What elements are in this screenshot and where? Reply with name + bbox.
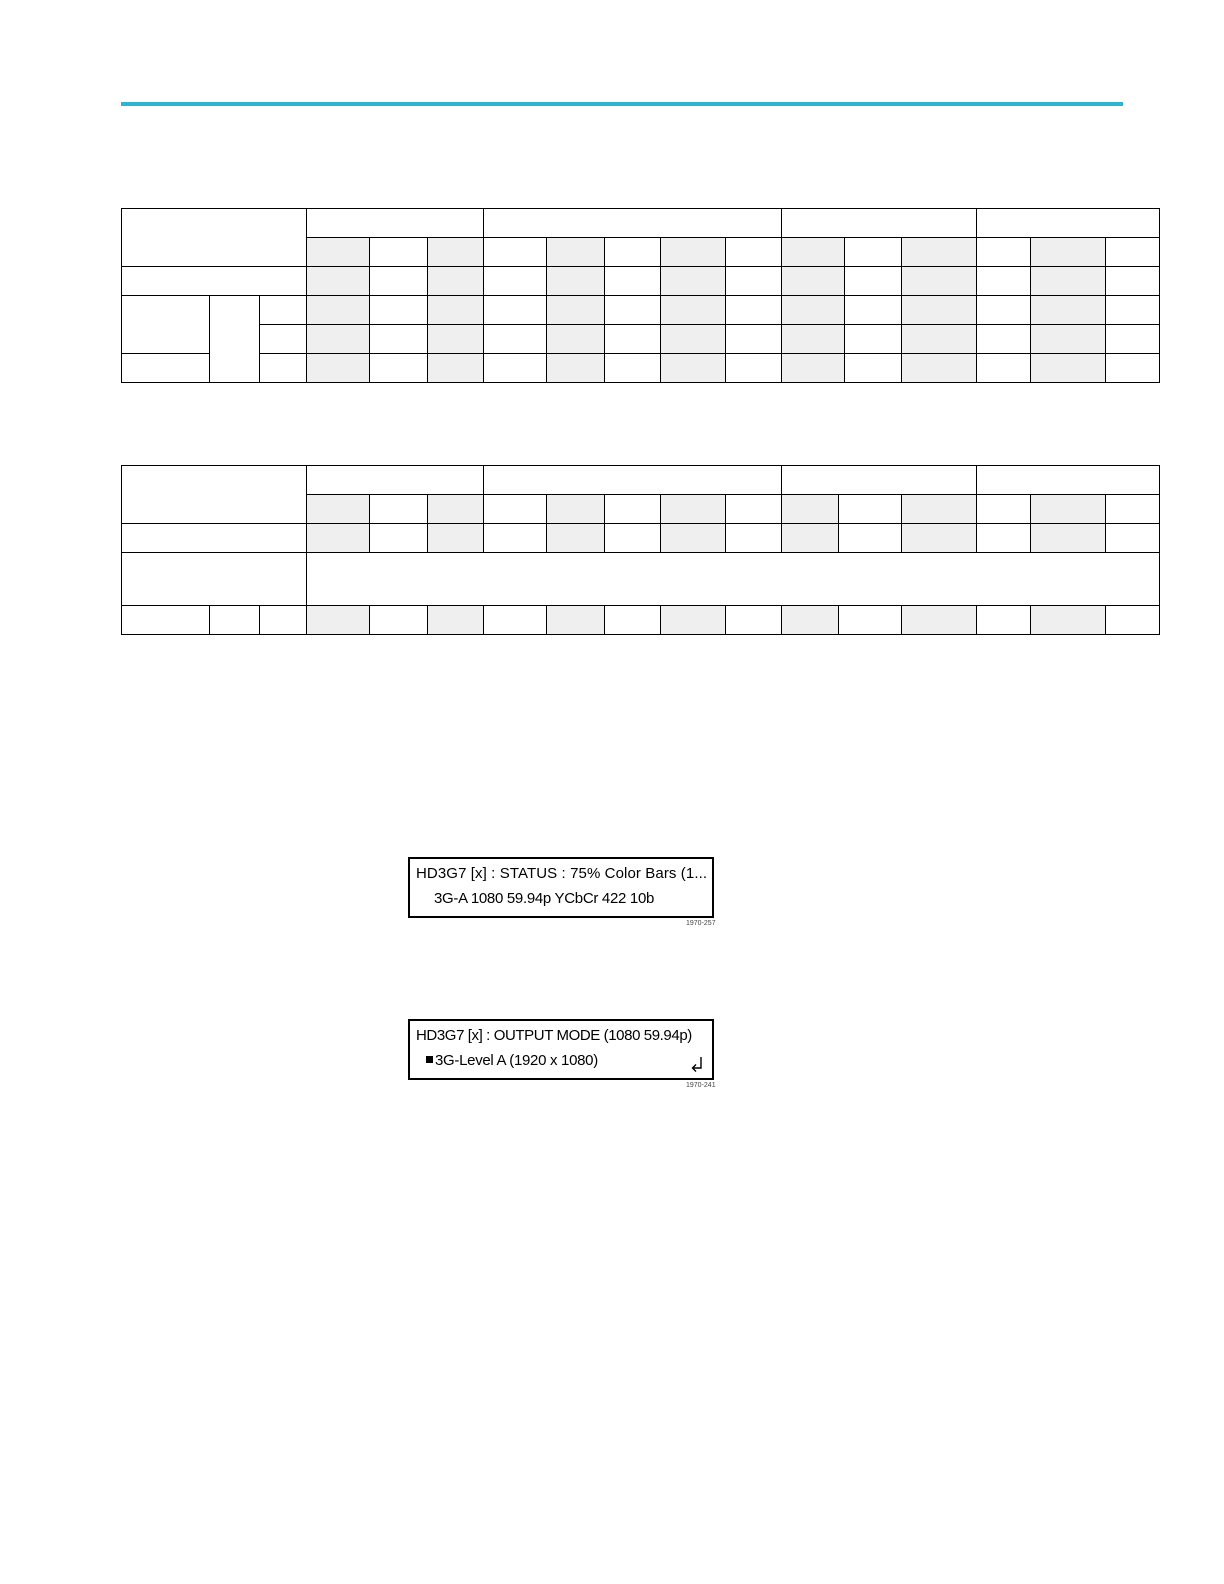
table-cell (604, 325, 660, 354)
table-cell (782, 267, 845, 296)
table-cell (370, 354, 428, 383)
table-cell (122, 209, 307, 267)
table-cell (484, 524, 547, 553)
table-row (122, 267, 1160, 296)
table-cell (547, 354, 605, 383)
table-cell (782, 354, 845, 383)
table-cell (782, 209, 977, 238)
table-cell (661, 296, 725, 325)
table-row (122, 553, 1160, 606)
selected-bullet-icon (426, 1056, 433, 1063)
table-cell (547, 296, 605, 325)
table-cell (370, 296, 428, 325)
table-cell (977, 325, 1031, 354)
table-cell (845, 296, 901, 325)
table-cell (725, 524, 782, 553)
table-cell (725, 495, 782, 524)
table-cell (260, 606, 307, 635)
figure-id: 1970-241 (686, 1082, 716, 1089)
table-cell (1031, 296, 1105, 325)
table-cell (901, 267, 976, 296)
table-cell (977, 524, 1031, 553)
table-cell (427, 296, 484, 325)
table-cell (845, 238, 901, 267)
table-cell (547, 524, 605, 553)
table-cell (306, 495, 369, 524)
table-cell (260, 354, 307, 383)
table-cell (547, 606, 605, 635)
table-cell (1105, 238, 1159, 267)
table-cell (427, 267, 484, 296)
table-cell (484, 466, 782, 495)
table-cell (306, 296, 369, 325)
table-cell (427, 524, 484, 553)
table-cell (122, 524, 307, 553)
display-option (426, 1052, 598, 1069)
table-cell (306, 553, 1159, 606)
table-cell (725, 296, 782, 325)
table-cell (306, 238, 369, 267)
table-cell (484, 606, 547, 635)
table-cell (604, 238, 660, 267)
table-cell (725, 325, 782, 354)
table-cell (661, 354, 725, 383)
output-mode-display (408, 1019, 714, 1080)
table-row (122, 296, 1160, 325)
table-cell (782, 325, 845, 354)
table-cell (306, 606, 369, 635)
table-cell (901, 296, 976, 325)
table-cell (977, 495, 1031, 524)
table-cell (427, 325, 484, 354)
table-cell (1105, 524, 1159, 553)
display-title: HD3G7 [x] : OUTPUT MODE (1080 59.94p) (416, 1027, 692, 1044)
display-title: HD3G7 [x] : STATUS : 75% Color Bars (1... (416, 865, 708, 882)
table-cell (604, 267, 660, 296)
table-cell (306, 209, 483, 238)
table-cell (604, 495, 660, 524)
table-cell (122, 267, 307, 296)
table-cell (901, 606, 976, 635)
table-cell (1031, 238, 1105, 267)
table-cell (122, 296, 210, 354)
status-display (408, 857, 714, 918)
table-cell (209, 296, 260, 383)
table-cell (306, 267, 369, 296)
table-cell (901, 524, 976, 553)
table-cell (725, 606, 782, 635)
table-cell (122, 553, 307, 606)
table-cell (782, 238, 845, 267)
table-cell (901, 495, 976, 524)
table-cell (484, 325, 547, 354)
table-cell (901, 238, 976, 267)
table-cell (661, 606, 725, 635)
table-cell (1031, 325, 1105, 354)
table-cell (838, 606, 901, 635)
table-cell (370, 495, 428, 524)
table-cell (427, 495, 484, 524)
table-cell (427, 606, 484, 635)
table-cell (725, 354, 782, 383)
table-cell (845, 267, 901, 296)
enter-return-icon (690, 1056, 704, 1074)
table-cell (370, 325, 428, 354)
table-cell (427, 354, 484, 383)
table-cell (484, 354, 547, 383)
table-row (122, 606, 1160, 635)
table-cell (782, 296, 845, 325)
table-cell (782, 524, 838, 553)
table-cell (604, 524, 660, 553)
table-cell (661, 524, 725, 553)
table-cell (370, 606, 428, 635)
table-row (122, 354, 1160, 383)
table-cell (484, 495, 547, 524)
table-cell (484, 238, 547, 267)
table-cell (661, 495, 725, 524)
table-cell (1031, 267, 1105, 296)
table-cell (122, 606, 210, 635)
table-cell (977, 209, 1160, 238)
table-cell (977, 606, 1031, 635)
table-cell (370, 524, 428, 553)
table-cell (838, 524, 901, 553)
table-cell (977, 466, 1160, 495)
table-row (122, 524, 1160, 553)
table-cell (260, 296, 307, 325)
table-cell (661, 238, 725, 267)
table-cell (1031, 354, 1105, 383)
table-cell (306, 325, 369, 354)
table-cell (1105, 296, 1159, 325)
table-cell (306, 354, 369, 383)
table-cell (901, 325, 976, 354)
table-cell (901, 354, 976, 383)
table-cell (260, 325, 307, 354)
table-cell (1105, 495, 1159, 524)
table-row (122, 325, 1160, 354)
table-cell (547, 325, 605, 354)
table-cell (725, 238, 782, 267)
table-cell (1031, 606, 1105, 635)
table-cell (845, 325, 901, 354)
table-cell (306, 466, 483, 495)
format-table-1 (121, 208, 1160, 383)
table-cell (484, 296, 547, 325)
table-cell (484, 209, 782, 238)
format-table-2 (121, 465, 1160, 635)
header-rule (121, 102, 1123, 106)
table-cell (977, 296, 1031, 325)
table-cell (838, 495, 901, 524)
table-cell (782, 466, 977, 495)
table-cell (1105, 606, 1159, 635)
table-row (122, 466, 1160, 495)
table-cell (1105, 325, 1159, 354)
table-cell (725, 267, 782, 296)
table-cell (370, 267, 428, 296)
table-cell (661, 267, 725, 296)
table-cell (484, 267, 547, 296)
table-cell (427, 238, 484, 267)
table-cell (782, 606, 838, 635)
display-value: 3G-A 1080 59.94p YCbCr 422 10b (434, 890, 655, 907)
table-cell (977, 267, 1031, 296)
table-cell (1031, 495, 1105, 524)
table-cell (209, 606, 260, 635)
table-cell (782, 495, 838, 524)
table-row (122, 209, 1160, 238)
table-cell (547, 495, 605, 524)
table-cell (306, 524, 369, 553)
table-cell (1031, 524, 1105, 553)
table-cell (1105, 354, 1159, 383)
table-cell (547, 267, 605, 296)
table-cell (1105, 267, 1159, 296)
table-cell (604, 606, 660, 635)
table-cell (977, 354, 1031, 383)
table-cell (370, 238, 428, 267)
option-label: 3G-Level A (1920 x 1080) (435, 1052, 598, 1069)
table-cell (845, 354, 901, 383)
table-cell (604, 354, 660, 383)
table-cell (604, 296, 660, 325)
table-cell (977, 238, 1031, 267)
table-cell (661, 325, 725, 354)
table-cell (547, 238, 605, 267)
table-cell (122, 466, 307, 524)
figure-id: 1970-257 (686, 920, 716, 927)
table-cell (122, 354, 210, 383)
